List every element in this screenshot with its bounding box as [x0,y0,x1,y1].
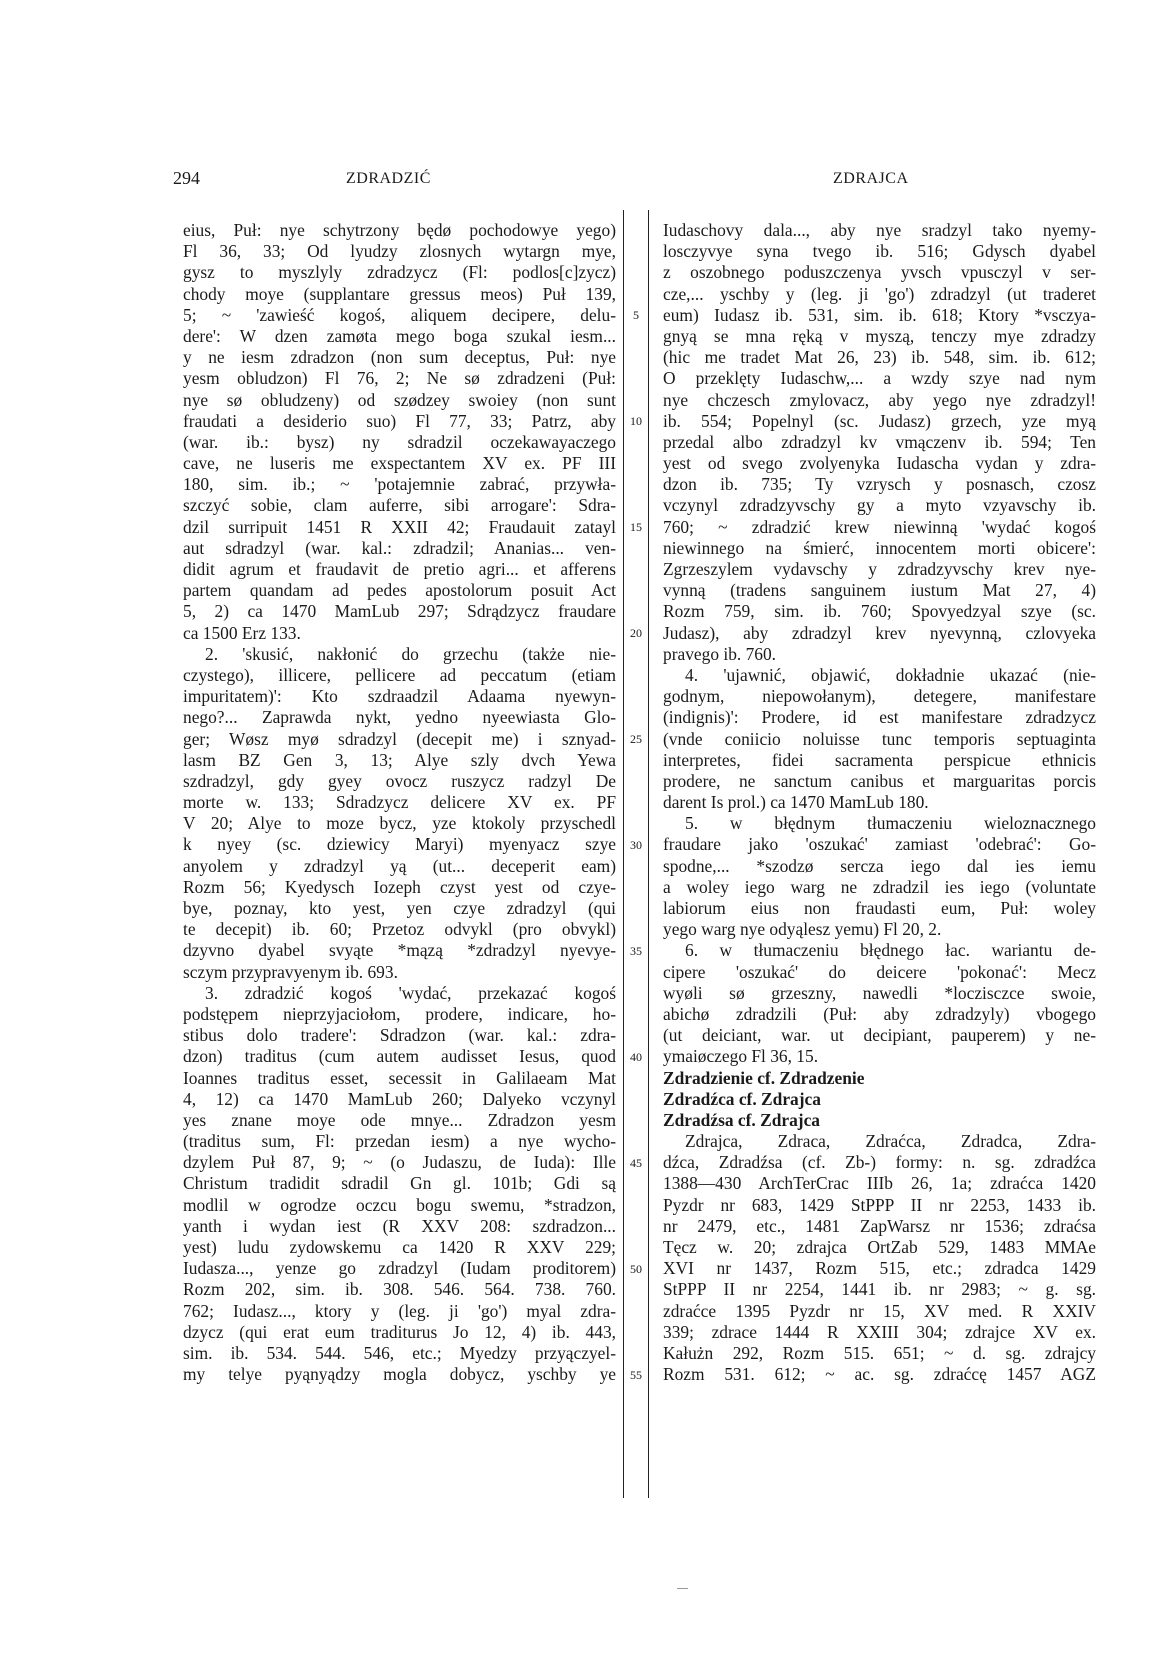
left-column-line: dzil surripuit 1451 R XXII 42; Fraudauit zatayl [183,516,616,537]
left-column-line: dere': W dzen zamøta mego boga szukal iesm... [183,325,616,346]
right-column-line: wyøli sø grzeszny, nawedli *loczisczce swoie, [663,982,1096,1003]
right-column-line: Zdradzienie cf. Zdradzenie [663,1067,865,1088]
right-column-line: dźca, Zdradźsa (cf. Zb-) formy: n. sg. zdradźca [663,1152,1096,1173]
right-column-line: Pyzdr nr 683, 1429 StPPP II nr 2253, 1433 ib. [663,1194,1096,1215]
left-column-line: czystego), illicere, pellicere ad peccatum (etiam [183,664,616,685]
running-head-right: ZDRAJCA [833,170,909,187]
left-column-line: fraudati a desiderio suo) Fl 77, 33; Patrz, aby [183,410,616,431]
left-column-line: ca 1500 Erz 133. [183,622,301,643]
right-column-line: losczyvye syna tvego ib. 516; Gdysch dyabel [663,241,1096,262]
left-column-line: gysz to myszlyly zdradzycz (Fl: podlos[c]zycz) [183,262,616,283]
right-column-line: Zdradźsa cf. Zdrajca [663,1109,820,1130]
right-column-line: zdraćce 1395 Pyzdr nr 15, XV med. R XXIV [663,1300,1096,1321]
footer-mark [677,1588,688,1589]
right-column-line: gnyą se mna ręką v myszą, tenczy mye zdradzy [663,325,1096,346]
left-column-line: te decepit) ib. 60; Przetoz odvykl (pro obvykl) [183,919,616,940]
left-column-line: my telye pyąnyądzy mogla dobycz, yschby ye [183,1364,616,1385]
right-column-line: 760; ~ zdradzić krew niewinną 'wydać kogoś [663,516,1096,537]
right-column-line: 1388—430 ArchTerCrac IIIb 26, 1a; zdraćca 1420 [663,1173,1096,1194]
line-number: 10 [630,413,642,428]
right-column-line: fraudare jako 'oszukać' zamiast 'odebrać': Go- [663,834,1096,855]
left-column-line: yanth i wydan iest (R XXV 208: szdradzon... [183,1215,616,1236]
right-column-line: pravego ib. 760. [663,643,777,664]
left-column-line: Rozm 202, sim. ib. 308. 546. 564. 738. 760. [183,1279,616,1300]
left-column-line: Iudasza..., yenze go zdradzyl (Iudam proditorem) [183,1258,616,1279]
line-number: 50 [630,1261,642,1276]
left-column-line: (traditus sum, Fl: przedan iesm) a nye wycho- [183,1131,616,1152]
right-column-line: cze,... yschby y (leg. ji 'go') zdradzyl (ut traderet [663,283,1096,304]
left-column-line: yest) ludu zydowskemu ca 1420 R XXV 229; [183,1237,616,1257]
right-column-line: nr 2479, etc., 1481 ZapWarsz nr 1536; zdraćsa [663,1215,1096,1236]
left-column-line: sim. ib. 534. 544. 546, etc.; Myedzy przyączyel- [183,1342,616,1363]
right-column-line: Judasz), aby zdradzyl krev nyevynną, czlovyeka [663,622,1096,643]
right-column-line: 4. 'ujawnić, objawić, dokładnie ukazać (nie- [685,664,1096,685]
right-column-line: (ut deiciant, war. ut decipiant, pauperem) y ne- [663,1025,1096,1046]
left-column-line: szdradzyl, gdy gyey ovocz ruszycz radzyl De [183,770,616,791]
line-number: 55 [630,1367,642,1382]
left-column-line: yesm obludzon) Fl 76, 2; Ne sø zdradzeni (Puł: [183,368,616,389]
right-column-line: interpretes, fidei sacramenta perspicue ethnicis [663,749,1096,770]
line-number: 5 [633,307,639,322]
left-column-line: dzycz (qui erat eum traditurus Jo 12, 4) ib. 443, [183,1321,616,1342]
left-column-line: 3. zdradzić kogoś 'wydać, przekazać kogoś [205,982,616,1003]
right-column-line: spodne,... *szodzø sercza iego dal ies iemu [663,855,1096,876]
left-column-line: eius, Puł: nye schytrzony będø pochodowye yego) [183,220,616,240]
right-column-line: (indignis)': Prodere, id est manifestare zdradzycz [663,707,1096,728]
running-head-left: ZDRADZIĆ [346,170,431,187]
left-column-line: sczym przypravyenym ib. 693. [183,961,398,982]
left-column-line: impuritatem)': Kto szdraadzil Adaama nyewyn- [183,686,616,707]
left-column-line: modlil w ogrodze oczcu bogu swemu, *stradzon, [183,1194,616,1215]
right-column-line: O przeklęty Iudaschw,... a wzdy szye nad nym [663,368,1096,389]
line-number: 35 [630,943,642,958]
right-column-line: dzon ib. 735; Ty vzrysch y posnasch, czosz [663,474,1096,495]
right-column-line: vynną (tradens sanguinem iustum Mat 27, 4) [663,580,1096,601]
line-number: 15 [630,519,642,534]
left-column-line: lasm BZ Gen 3, 13; Alye szly dvch Yewa [183,749,616,770]
left-column-line: (war. ib.: bysz) ny sdradzil oczekawayaczego [183,431,616,452]
line-number: 30 [630,837,642,852]
left-column-line: Fl 36, 33; Od lyudzy zlosnych wytargn mye, [183,241,616,262]
left-column-line: anyolem y zdradzyl yą (ut... deceperit eam) [183,855,616,876]
left-column-line: cave, ne luseris me exspectantem XV ex. PF III [183,453,616,474]
right-column-line: prodere, ne sanctum canibus et marguaritas porcis [663,770,1096,791]
right-column-line: yest od svego zvolyenyka Iudascha vydan y zdra- [663,453,1096,474]
left-column-line: ger; Wøsz myø sdradzyl (decepit me) i sznyad- [183,728,616,749]
right-column-line: XVI nr 1437, Rozm 515, etc.; zdradca 1429 [663,1258,1096,1279]
left-column-line: 2. 'skusić, nakłonić do grzechu (także nie- [205,643,616,664]
left-column-line: partem quandam ad pedes apostolorum posuit Act [183,580,616,601]
page-number: 294 [173,168,200,188]
left-column-line: dzylem Puł 87, 9; ~ (o Judaszu, de Iuda): Ille [183,1152,616,1173]
left-column-line: 5; ~ 'zawieść kogoś, aliquem decipere, delu- [183,304,616,325]
right-column-line: nye chczesch zmylovacz, aby yego nye zdradzyl! [663,389,1096,410]
right-column-line: ymaiøczego Fl 36, 15. [663,1046,819,1067]
right-column-line: 339; zdrace 1444 R XXIII 304; zdrajce XV ex. [663,1321,1096,1342]
right-column-line: yego warg nye odyąlesz yemu) Fl 20, 2. [663,919,942,940]
right-column-line: StPPP II nr 2254, 1441 ib. nr 2983; ~ g. sg. [663,1279,1096,1300]
left-column-line: y ne iesm zdradzon (non sum deceptus, Puł: nye [183,347,616,368]
right-column-line: Zdrajca, Zdraca, Zdraćca, Zdradca, Zdra- [685,1131,1096,1152]
right-column-line: darent Is prol.) ca 1470 MamLub 180. [663,792,929,813]
right-column-line: vczynyl zdradzyvschy gy a myto vzyavschy ib. [663,495,1096,516]
right-column-line: 5. w błędnym tłumaczeniu wieloznacznego [685,813,1096,834]
left-column-line: didit agrum et fraudavit de pretio agri... et afferens [183,559,616,579]
left-column-line: V 20; Alye to moze bycz, yze ktokoly przyschedl [183,813,616,834]
column-rule-right [648,210,649,1498]
left-column [183,220,616,1385]
left-column-line: 180, sim. ib.; ~ 'potajemnie zabrać, przywła- [183,474,616,495]
right-column-line: abichø zdradzili (Puł: aby zdradzyly) vbogego [663,1003,1096,1024]
left-column-line: 762; Iudasz..., ktory y (leg. ji 'go') myal zdra- [183,1300,616,1321]
right-column-line: (hic me tradet Mat 26, 23) ib. 548, sim. ib. 612; [663,347,1096,368]
right-column-line: labiorum eius non fraudasti eum, Puł: woley [663,898,1096,918]
left-column-line: bye, poznay, kto yest, yen czye zdradzyl (qui [183,898,616,918]
line-number: 45 [630,1155,642,1170]
right-column-line: z oszobnego poduszczenya yvsch vpusczyl v ser- [663,262,1096,283]
line-number: 40 [630,1049,642,1064]
left-column-line: k nyey (sc. dziewicy Maryi) myenyacz szye [183,834,616,855]
left-column-line: podstępem nieprzyjaciołom, prodere, indicare, ho- [183,1003,616,1024]
left-column-line: 5, 2) ca 1470 MamLub 297; Sdrądzycz fraudare [183,601,616,622]
right-column-line: Zgrzeszylem vydavschy y zdradzyvschy krev nye- [663,559,1096,579]
left-column-line: Rozm 56; Kyedysch Iozeph czyst yest od czye- [183,876,616,897]
line-number: 20 [630,625,642,640]
right-column-line: niewinnego na śmierć, innocentem morti obicere': [663,537,1096,558]
left-column-line: aut sdradzyl (war. kal.: zdradzil; Ananias... ven- [183,537,616,558]
right-column [663,220,1096,1385]
left-column-line: dzyvno dyabel svyąte *mązą *zdradzyl nyevye- [183,940,616,961]
left-column-line: szczyć sobie, clam auferre, sibi arrogare': Sdra- [183,495,616,516]
left-column-line: morte w. 133; Sdradzycz delicere XV ex. PF [183,792,616,813]
right-column-line: Zdradźca cf. Zdrajca [663,1088,821,1109]
right-column-line: Rozm 759, sim. ib. 760; Spovyedzyal szye (sc. [663,601,1096,622]
right-column-line: cipere 'oszukać' do deicere 'pokonać': Mecz [663,961,1096,982]
left-column-line: 4, 12) ca 1470 MamLub 260; Dalyeko vczynyl [183,1088,616,1109]
right-column-line: godnym, niepowołanym), detegere, manifestare [663,686,1096,707]
right-column-line: a woley iego warg ne zdradzil ies iego (voluntate [663,876,1096,897]
left-column-line: Ioannes traditus esset, secessit in Galilaeam Mat [183,1067,616,1088]
right-column-line: przedal albo zdradzyl kv vmączenv ib. 594; Ten [663,431,1096,452]
left-column-line: yes znane moye ode mnye... Zdradzon yesm [183,1109,616,1130]
left-column-line: dzon) traditus (cum autem audisset Iesus, quod [183,1046,616,1067]
right-column-line: Kałużn 292, Rozm 515. 651; ~ d. sg. zdrajcy [663,1342,1096,1363]
left-column-line: chody moye (supplantare gressus meos) Puł 139, [183,283,616,304]
right-column-line: eum) Iudasz ib. 531, sim. ib. 618; Ktory *vsczya- [663,304,1096,325]
left-column-line: stibus dolo tradere': Sdradzon (war. kal.: zdra- [183,1025,616,1046]
right-column-line: Iudaschovy dala..., aby nye sradzyl tako nyemy- [663,220,1096,240]
right-column-line: (vnde coniicio noluisse tunc temporis septuaginta [663,728,1096,749]
line-number: 25 [630,731,642,746]
left-column-line: nye sø obludzeny) od szødzey swoiey (non sunt [183,389,616,410]
right-column-line: ib. 554; Popelnyl (sc. Judasz) grzech, yze myą [663,410,1096,431]
right-column-line: Tęcz w. 20; zdrajca OrtZab 529, 1483 MMAe [663,1237,1096,1257]
right-column-line: 6. w tłumaczeniu błędnego łac. wariantu de- [685,940,1096,961]
left-column-line: nego?... Zaprawda nykt, yedno nyeewiasta Glo- [183,707,616,728]
left-column-line: Christum tradidit sdradil Gn gl. 101b; Gdi są [183,1173,616,1194]
right-column-line: Rozm 531. 612; ~ ac. sg. zdraćcę 1457 AGZ [663,1364,1096,1385]
